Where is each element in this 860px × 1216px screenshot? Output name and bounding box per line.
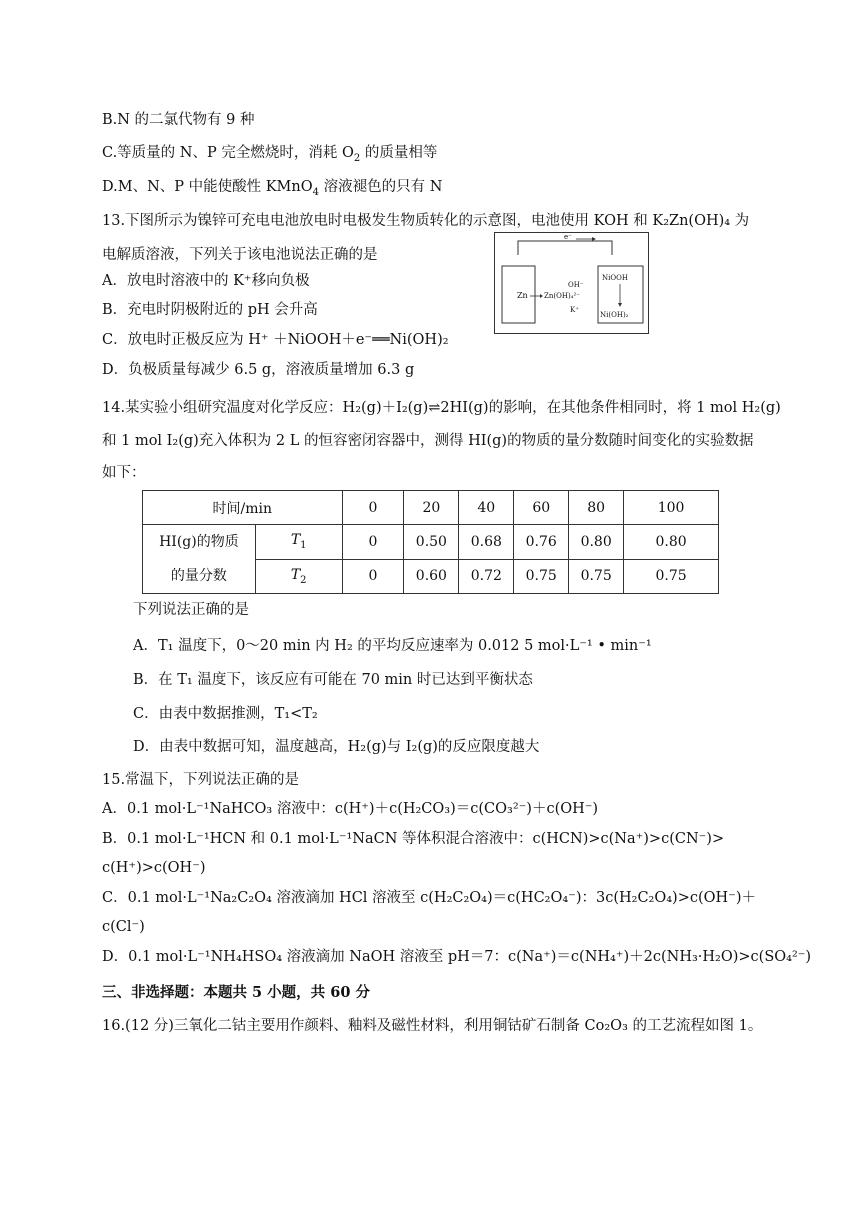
t1-label: $T_1$ (255, 525, 342, 560)
row-label-line2: 的量分数 (170, 568, 227, 584)
table-cell: 0.72 (459, 559, 514, 594)
oh-label: OH⁻ (568, 281, 584, 289)
battery-diagram (494, 232, 649, 334)
table-cell: 0.76 (514, 525, 569, 560)
q15-option-c-line2: c(Cl⁻) (102, 919, 145, 935)
table-cell: 0.75 (624, 559, 719, 594)
q14-stem-line2: 和 1 mol I₂(g)充入体积为 2 L 的恒容密闭容器中，测得 HI(g)的物质的量分数随时间变化的实验数据 (102, 433, 754, 449)
table-cell: 20 (404, 491, 459, 525)
q12-option-d: D.M、N、P 中能使酸性 KMnO$_4$ 溶液褪色的只有 N (102, 179, 443, 198)
table-cell: 0.60 (404, 559, 459, 594)
section-heading: 三、非选择题：本题共 5 小题，共 60 分 (102, 984, 370, 1001)
q14-option-a: A．T₁ 温度下，0～20 min 内 H₂ 的平均反应速率为 0.012 5 mol·L⁻¹ • min⁻¹ (133, 638, 652, 654)
table-cell: 0 (342, 525, 404, 560)
time-header: 时间/min (143, 491, 343, 525)
q14-stem-line1: 14.某实验小组研究温度对化学反应：H₂(g)＋I₂(g)⇌2HI(g)的影响，在其他条件相同时，将 1 mol H₂(g) (102, 400, 781, 416)
k-label: K⁺ (570, 306, 579, 314)
q15-option-d: D．0.1 mol·L⁻¹NH₄HSO₄ 溶液滴加 NaOH 溶液至 pH＝7：c(Na⁺)＝c(NH₄⁺)＋2c(NH₃·H₂O)>c(SO₄²⁻) (102, 949, 812, 965)
table-cell: 0 (342, 559, 404, 594)
row-label-line1: HI(g)的物质 (159, 534, 239, 550)
table-row (143, 525, 719, 560)
q13-option-d: D．负极质量每减少 6.5 g，溶液质量增加 6.3 g (102, 362, 415, 378)
table-cell: 0.75 (514, 559, 569, 594)
niooh-label: NiOOH (602, 274, 628, 282)
q14-stem-line3: 如下： (102, 465, 146, 481)
q15-option-b-line2: c(H⁺)>c(OH⁻) (102, 860, 206, 876)
hi-fraction-table (142, 490, 719, 594)
zincate-label: Zn(OH)₄²⁻ (544, 292, 580, 300)
q12-option-b: B.N 的二氯代物有 9 种 (102, 112, 255, 128)
q12-option-c: C.等质量的 N、P 完全燃烧时，消耗 $O_2$ 的质量相等 (102, 145, 438, 164)
table-cell: 0.50 (404, 525, 459, 560)
row-group-label (143, 525, 256, 594)
table-cell: 100 (624, 491, 719, 525)
q15-option-a: A．0.1 mol·L⁻¹NaHCO₃ 溶液中：c(H⁺)＋c(H₂CO₃)＝c(CO₃²⁻)＋c(OH⁻) (102, 801, 599, 817)
t2-label: $T_2$ (255, 559, 342, 594)
table-cell: 0.68 (459, 525, 514, 560)
q14-option-d: D．由表中数据可知，温度越高，H₂(g)与 I₂(g)的反应限度越大 (133, 739, 540, 755)
table-cell: 40 (459, 491, 514, 525)
q13-option-c: C．放电时正极反应为 H⁺ ＋NiOOH＋e⁻══Ni(OH)₂ (102, 332, 449, 348)
zn-label: Zn (517, 291, 528, 300)
table-cell: 0.80 (569, 525, 624, 560)
table-cell: 60 (514, 491, 569, 525)
q14-lead: 下列说法正确的是 (133, 602, 249, 618)
q13-stem-line1: 13.下图所示为镍锌可充电电池放电时电极发生物质转化的示意图，电池使用 KOH 和 K₂Zn(OH)₄ 为 (102, 213, 750, 229)
q14-option-b: B．在 T₁ 温度下，该反应有可能在 70 min 时已达到平衡状态 (133, 672, 533, 688)
electron-label: e⁻ (564, 233, 572, 241)
q16-stem: 16.(12 分)三氧化二钴主要用作颜料、釉料及磁性材料，利用铜钴矿石制备 Co₂O₃ 的工艺流程如图 1。 (102, 1018, 763, 1034)
table-cell: 0.75 (569, 559, 624, 594)
table-cell: 80 (569, 491, 624, 525)
q13-stem-line2: 电解质溶液，下列关于该电池说法正确的是 (102, 247, 378, 263)
q15-stem: 15.常温下，下列说法正确的是 (102, 772, 300, 788)
nioh2-label: Ni(OH)₂ (600, 311, 629, 319)
q15-option-b-line1: B．0.1 mol·L⁻¹HCN 和 0.1 mol·L⁻¹NaCN 等体积混合溶液中：c(HCN)>c(Na⁺)>c(CN⁻)> (102, 831, 725, 847)
q13-option-a: A．放电时溶液中的 K⁺移向负极 (102, 273, 310, 289)
table-cell: 0 (342, 491, 404, 525)
q14-option-c: C．由表中数据推测，T₁<T₂ (133, 706, 318, 722)
q13-option-b: B．充电时阴极附近的 pH 会升高 (102, 302, 318, 318)
table-cell: 0.80 (624, 525, 719, 560)
q15-option-c-line1: C．0.1 mol·L⁻¹Na₂C₂O₄ 溶液滴加 HCl 溶液至 c(H₂C₂O₄)＝c(HC₂O₄⁻)：3c(H₂C₂O₄)>c(OH⁻)＋ (102, 890, 756, 906)
table-row (143, 491, 719, 525)
